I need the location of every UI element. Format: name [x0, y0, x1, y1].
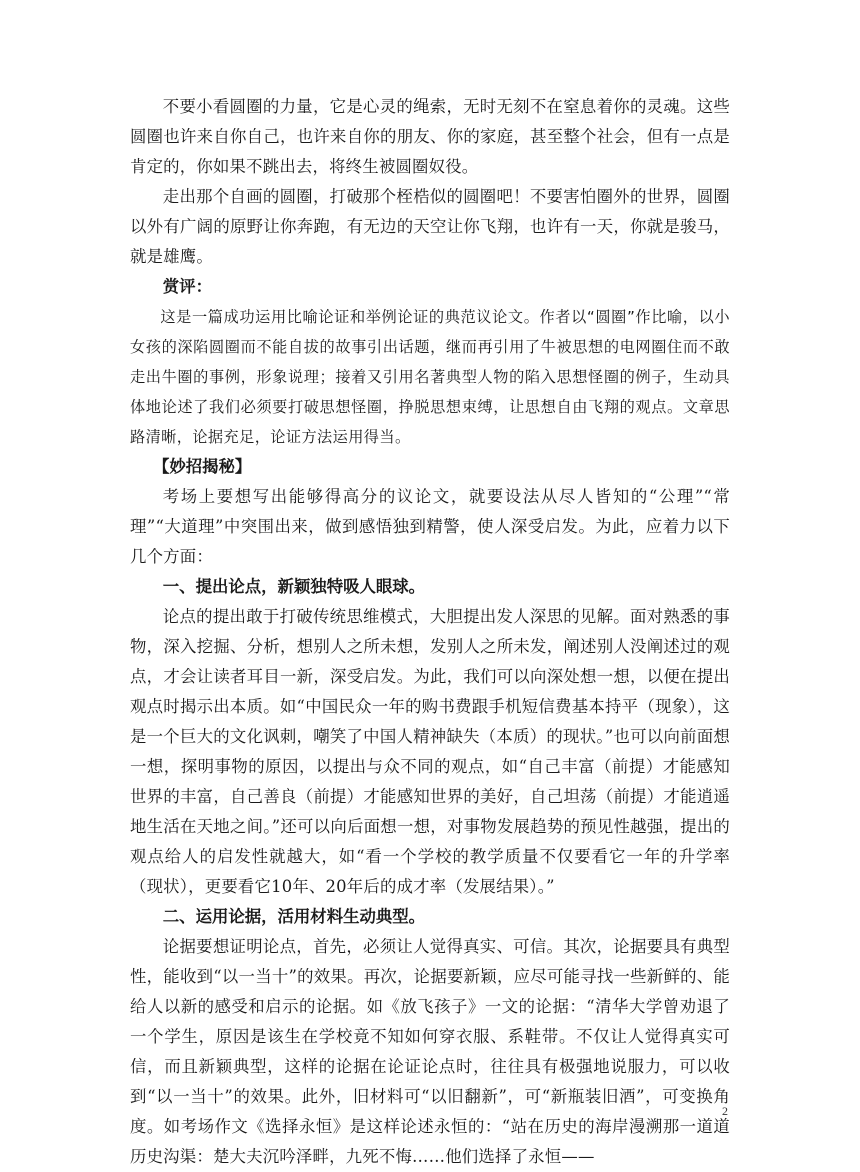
paragraph-break-circle: 走出那个自画的圆圈，打破那个桎梏似的圆圈吧！不要害怕圈外的世界，圆圈以外有广阔的原野让你奔跑，有无边的天空让你飞翔，也许有一天，你就是骏马，就是雄鹰。 [130, 187, 730, 266]
paragraph-circle-power: 不要小看圆圈的力量，它是心灵的绳索，无时无刻不在窒息着你的灵魂。这些圆圈也许来自你自己，也许来自你的朋友、你的家庭，甚至整个社会，但有一点是肯定的，你如果不跳出去，将终生被圆圈奴役。 [130, 97, 730, 176]
argument-paragraph: 论点的提出敢于打破传统思维模式，大胆提出发人深思的见解。面对熟悉的事物，深入挖掘、分析，想别人之所未想，发别人之所未发，阐述别人没阐述过的观点，才会让读者耳目一新，深受启发。为此，我们可以向深处想一想，以便在提出观点时揭示出本质。如“中国民众一年的购书费跟手机短信费基本持平（现象），这是一个巨大的文化讽刺，嘲笑了中国人精神缺失（本质）的现状。”也可以向前面想一想，探明事物的原因，以提出与众不同的观点，如“自己丰富（前提）才能感知世界的丰富，自己善良（前提）才能感知世界的美好，自己坦荡（前提）才能逍遥地生活在天地之间。”还可以向后面想一想，对事物发展趋势的预见性越强，提出的观点给人的启发性就越大，如“看一个学校的教学质量不仅要看它一年的升学率（现状），更要看它10年、20年后的成才率（发展结果）。” [130, 607, 730, 896]
section-heading-evidence: 二、运用论据，活用材料生动典型。 [162, 907, 426, 926]
review-heading: 赏评： [162, 277, 212, 296]
document-page [130, 92, 730, 1172]
evidence-paragraph: 论据要想证明论点，首先，必须让人觉得真实、可信。其次，论据要具有典型性，能收到“以一当十”的效果。再次，论据要新颖，应尽可能寻找一些新鲜的、能给人以新的感受和启示的论据。如《放飞孩子》一文的论据：“清华大学曾劝退了一个学生，原因是该生在学校竟不知如何穿衣服、系鞋带。不仅让人觉得真实可信，而且新颖典型，这样的论据在论证论点时，往往具有极强地说服力，可以收到“以一当十”的效果。此外，旧材料可“以旧翻新”，可“新瓶装旧酒”，可变换角度。如考场作文《选择永恒》是这样论述永恒的：“站在历史的海岸漫溯那一道道历史沟渠：楚大夫沉吟泽畔，九死不悔……他们选择了永恒—— [130, 937, 730, 1166]
secret-heading: 【妙招揭秘】 [152, 457, 252, 476]
review-paragraph: 这是一篇成功运用比喻论证和举例论证的典范议论文。作者以“圆圈”作比喻，以小女孩的深陷圆圈而不能自拔的故事引出话题，继而再引用了牛被思想的电网圈住而不敢走出牛圈的事例，形象说理；接着又引用名著典型人物的陷入思想怪圈的例子，生动具体地论述了我们必须要打破思想怪圈，挣脱思想束缚，让思想自由飞翔的观点。文章思路清晰，论据充足，论证方法运用得当。 [130, 308, 730, 446]
intro-paragraph: 考场上要想写出能够得高分的议论文，就要设法从尽人皆知的“公理”“常理”“大道理”中突围出来，做到感悟独到精警，使人深受启发。为此，应着力以下几个方面： [130, 487, 730, 566]
section-heading-argument: 一、提出论点，新颖独特吸人眼球。 [162, 577, 426, 596]
page-number: 2 [722, 1104, 728, 1118]
